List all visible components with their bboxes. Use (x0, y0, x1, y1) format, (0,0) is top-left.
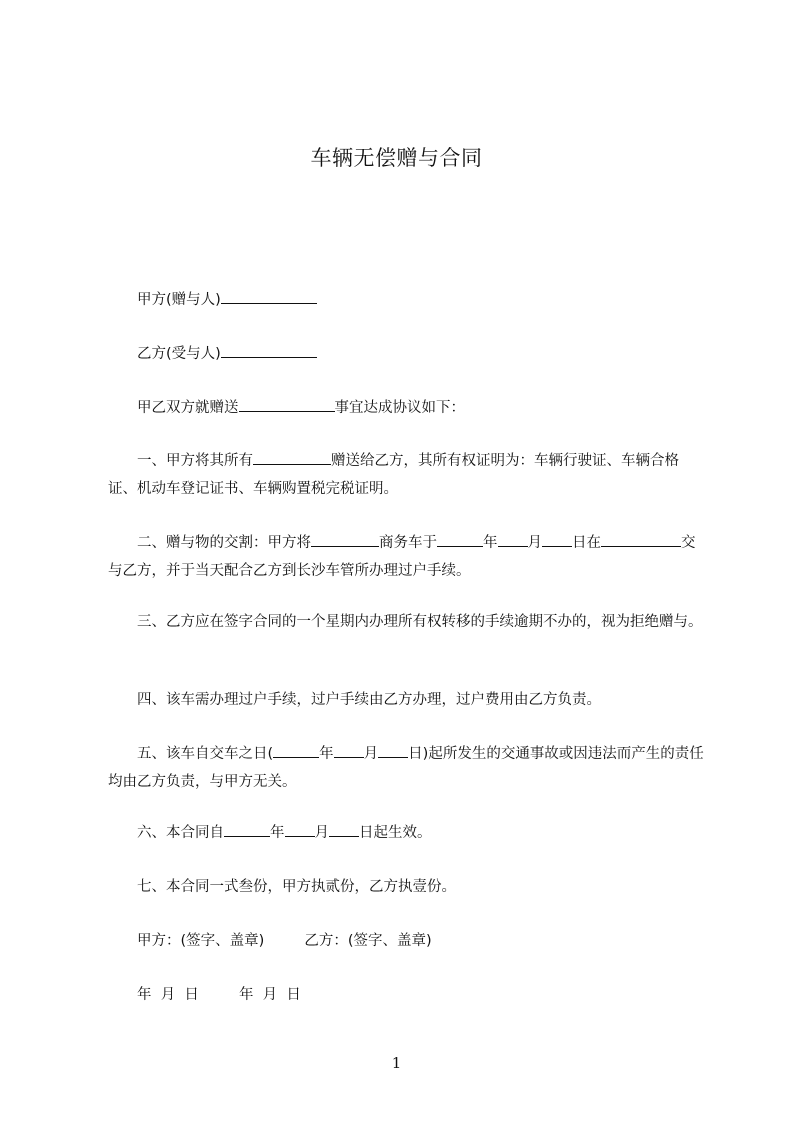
intro-line (108, 394, 704, 422)
clause-2 (108, 529, 704, 585)
clause-5-blank-month (334, 743, 364, 758)
party-a-label: 甲方(赠与人) (137, 292, 221, 308)
clause-2-blank-day (542, 532, 572, 547)
clause-2-part1: 二、赠与物的交割：甲方将 (137, 535, 311, 551)
clause-2-part3: 交与乙方，并于当天配合乙方到长沙车管所办理过户手续。 (108, 535, 696, 579)
clause-2-month: 月 (527, 535, 542, 551)
clause-2-year: 年 (483, 535, 498, 551)
date-party-b: 年 月 日 (238, 987, 301, 1003)
clause-5-month: 月 (363, 746, 379, 762)
signature-party-b: 乙方：(签字、盖章) (304, 933, 432, 949)
party-a-line (108, 286, 704, 314)
clause-2-blank-place-cont (665, 532, 681, 547)
clause-5-suffix: 日)起所发生的交通事故或因违法而产生的责任均由乙方负责，与甲方无关。 (108, 746, 704, 790)
clause-6-suffix: 日起生效。 (359, 825, 432, 841)
clause-7: 七、本合同一式叁份，甲方执贰份，乙方执壹份。 (137, 879, 456, 895)
clause-4: 四、该车需办理过户手续，过户手续由乙方办理，过户费用由乙方负责。 (137, 692, 601, 708)
clause-5-prefix: 五、该车自交车之日( (137, 746, 274, 762)
party-b-blank (221, 343, 317, 358)
party-b-line (108, 340, 704, 368)
document-title: 车辆无偿赠与合同 (310, 146, 483, 170)
clause-2-blank-year (437, 532, 483, 547)
clause-1-blank (253, 450, 331, 465)
clause-2-day: 日在 (572, 535, 601, 551)
clause-1-suffix: 赠送给乙方，其所有权证明为：车辆行驶证、车辆合格证、机动车登记证书、车辆购置税完税证明。 (108, 453, 679, 497)
clause-2-blank-car (311, 532, 379, 547)
clause-3: 三、乙方应在签字合同的一个星期内办理所有权转移的手续逾期不办的，视为拒绝赠与。 (137, 614, 703, 630)
clause-2-blank-month (498, 532, 528, 547)
clause-5 (108, 740, 704, 796)
clause-6-prefix: 六、本合同自 (137, 825, 224, 841)
date-line (108, 981, 704, 1009)
clause-6 (108, 819, 704, 847)
intro-prefix: 甲乙双方就赠送 (137, 400, 239, 416)
clause-2-part2: 商务车于 (379, 535, 437, 551)
intro-blank (239, 397, 335, 412)
signature-line (108, 927, 704, 955)
clause-1-prefix: 一、甲方将其所有 (137, 453, 253, 469)
party-a-blank (221, 289, 317, 304)
clause-6-blank-year (224, 822, 270, 837)
clause-6-blank-day (329, 822, 359, 837)
clause-5-blank-year (273, 743, 319, 758)
signature-party-a: 甲方：(签字、盖章) (137, 933, 265, 949)
party-b-label: 乙方(受与人) (137, 346, 221, 362)
date-party-a: 年 月 日 (137, 987, 199, 1003)
clause-6-blank-month (285, 822, 315, 837)
intro-suffix: 事宜达成协议如下： (334, 400, 465, 416)
clause-6-year: 年 (270, 825, 285, 841)
clause-1 (108, 447, 704, 503)
page-number: 1 (391, 1054, 402, 1072)
clause-5-year: 年 (319, 746, 334, 762)
clause-5-blank-day (378, 743, 408, 758)
clause-6-month: 月 (314, 825, 329, 841)
clause-2-blank-place (601, 532, 665, 547)
